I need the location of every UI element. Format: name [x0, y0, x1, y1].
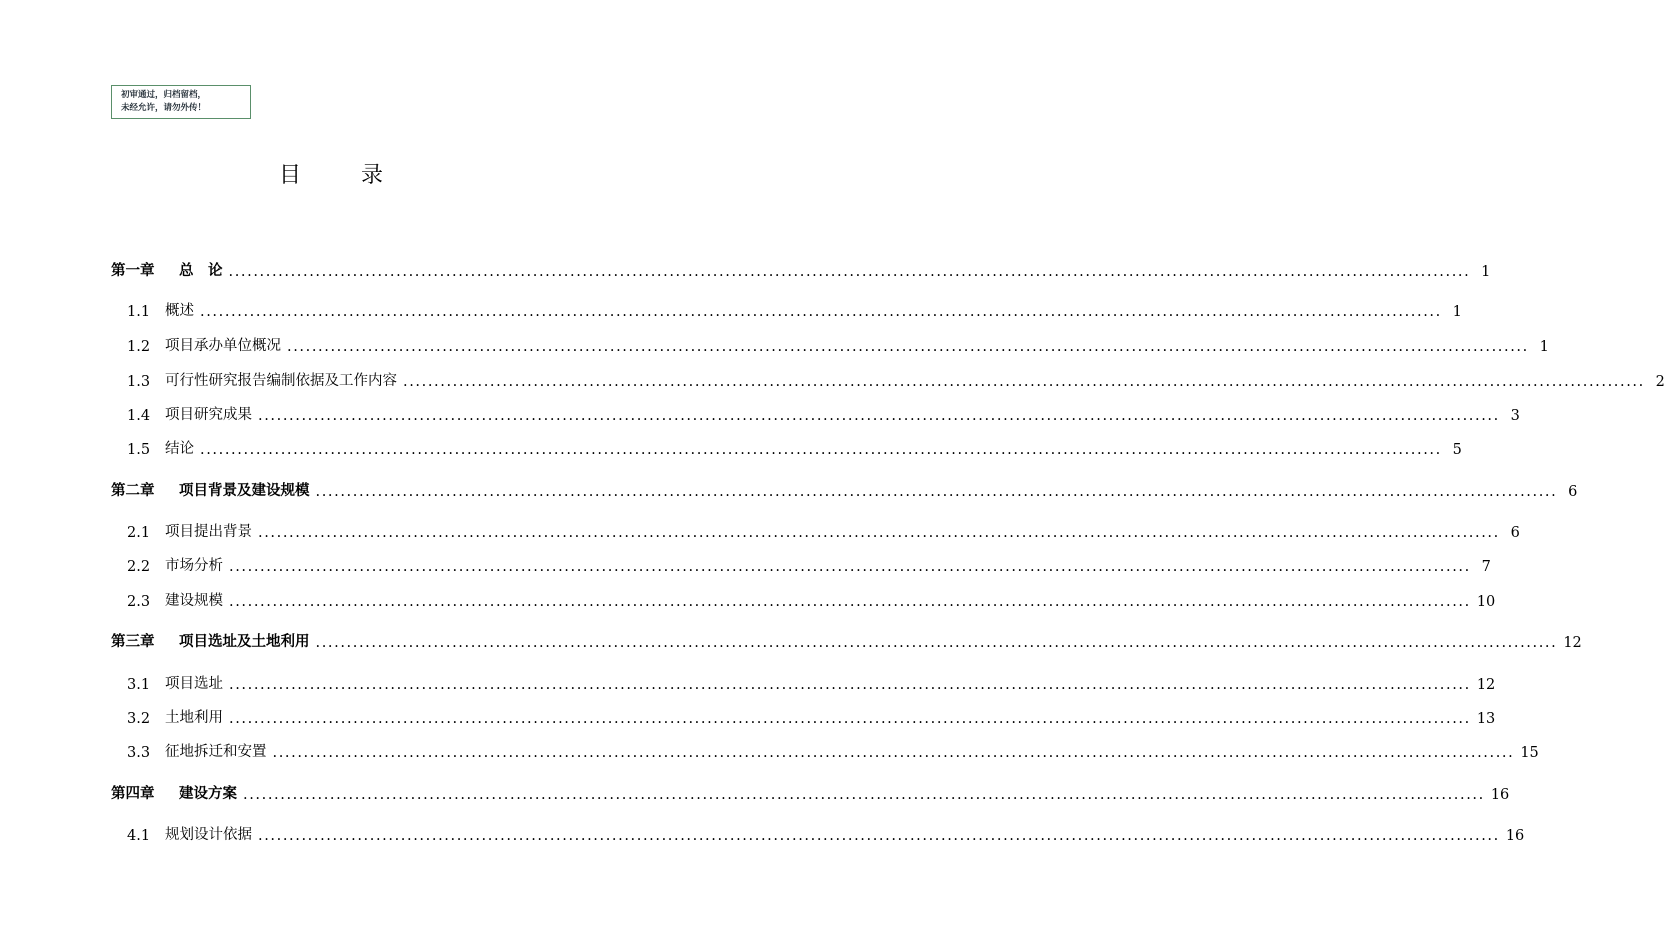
toc-page-number: 2 — [1655, 374, 1665, 390]
toc-leader-dots: ........................................................................................................................................................................................................ — [229, 677, 1471, 693]
toc-leader-dots: ........................................................................................................................................................................................................ — [272, 745, 1515, 761]
toc-entry-title: 项目研究成果 — [165, 407, 252, 423]
toc-leader-dots: ........................................................................................................................................................................................................ — [258, 525, 1500, 541]
toc-entry-number: 2.2 — [127, 559, 151, 575]
toc-entry-number: 第三章 — [111, 633, 155, 650]
toc-entry-title: 结论 — [165, 441, 194, 457]
toc-page-number: 16 — [1490, 787, 1510, 803]
toc-entry-title: 总 论 — [179, 262, 223, 279]
toc-page-number: 13 — [1476, 711, 1496, 727]
toc-entry-title: 项目背景及建设规模 — [179, 482, 310, 499]
toc-page-number: 5 — [1452, 442, 1462, 458]
toc-page-number: 6 — [1568, 484, 1578, 500]
toc-entry-number: 第四章 — [111, 785, 155, 802]
toc-entry-number: 1.4 — [127, 408, 151, 424]
stamp-line-2: 未经允许，请勿外传！ — [121, 103, 207, 113]
toc-entry-title: 规划设计依据 — [165, 827, 252, 843]
toc-entry-title: 概述 — [165, 303, 194, 319]
toc-section-entry[interactable] — [127, 436, 1462, 458]
toc-entry-number: 3.3 — [127, 745, 151, 761]
toc-page-number: 3 — [1510, 408, 1520, 424]
toc-section-entry[interactable] — [127, 588, 1496, 610]
toc-section-entry[interactable] — [127, 519, 1520, 541]
toc-entry-title: 项目承办单位概况 — [165, 338, 281, 354]
toc-entry-title: 项目选址及土地利用 — [179, 633, 310, 650]
toc-leader-dots: ........................................................................................................................................................................................................ — [229, 559, 1471, 575]
toc-entry-number: 4.1 — [127, 828, 151, 844]
toc-section-entry[interactable] — [127, 739, 1539, 761]
toc-leader-dots: ........................................................................................................................................................................................................ — [315, 484, 1558, 500]
toc-chapter-entry[interactable] — [111, 781, 1510, 803]
toc-entry-number: 2.1 — [127, 525, 151, 541]
toc-leader-dots: ........................................................................................................................................................................................................ — [403, 374, 1645, 390]
toc-page-number: 12 — [1476, 677, 1496, 693]
toc-page-number: 7 — [1481, 559, 1491, 575]
toc-entry-number: 1.1 — [127, 304, 151, 320]
toc-entry-number: 2.3 — [127, 594, 151, 610]
toc-entry-title: 市场分析 — [165, 558, 223, 574]
toc-section-entry[interactable] — [127, 822, 1525, 844]
toc-entry-number: 1.5 — [127, 442, 151, 458]
toc-leader-dots: ........................................................................................................................................................................................................ — [228, 264, 1471, 280]
toc-chapter-entry[interactable] — [111, 629, 1582, 651]
toc-page-number: 15 — [1520, 745, 1539, 761]
toc-section-entry[interactable] — [127, 402, 1520, 424]
toc-entry-number: 3.1 — [127, 677, 151, 693]
toc-chapter-entry[interactable] — [111, 258, 1491, 280]
stamp-line-1: 初审通过，归档留档， — [121, 90, 207, 100]
toc-leader-dots: ........................................................................................................................................................................................................ — [200, 442, 1442, 458]
toc-section-entry[interactable] — [127, 553, 1491, 575]
toc-entry-title: 可行性研究报告编制依据及工作内容 — [165, 373, 397, 389]
toc-leader-dots: ........................................................................................................................................................................................................ — [229, 711, 1471, 727]
toc-entry-title: 项目选址 — [165, 676, 223, 692]
toc-page-number: 10 — [1476, 594, 1496, 610]
toc-entry-title: 项目提出背景 — [165, 524, 252, 540]
toc-chapter-entry[interactable] — [111, 478, 1578, 500]
toc-section-entry[interactable] — [127, 671, 1496, 693]
toc-page-number: 6 — [1510, 525, 1520, 541]
page-title: 目录 — [278, 163, 443, 188]
toc-entry-number: 第一章 — [111, 262, 155, 279]
toc-page-number: 1 — [1452, 304, 1462, 320]
toc-entry-title: 土地利用 — [165, 710, 223, 726]
approval-stamp — [111, 85, 251, 119]
toc-entry-title: 征地拆迁和安置 — [165, 744, 267, 760]
toc-leader-dots: ........................................................................................................................................................................................................ — [200, 304, 1442, 320]
toc-section-entry[interactable] — [127, 705, 1496, 727]
toc-page-number: 16 — [1505, 828, 1525, 844]
toc-entry-number: 1.3 — [127, 374, 151, 390]
toc-page-number: 1 — [1481, 264, 1491, 280]
toc-leader-dots: ........................................................................................................................................................................................................ — [243, 787, 1485, 803]
toc-leader-dots: ........................................................................................................................................................................................................ — [229, 594, 1471, 610]
toc-page-number: 12 — [1563, 635, 1582, 651]
toc-section-entry[interactable] — [127, 298, 1462, 320]
toc-section-entry[interactable] — [127, 333, 1549, 355]
toc-leader-dots: ........................................................................................................................................................................................................ — [258, 828, 1500, 844]
toc-entry-title: 建设规模 — [165, 593, 223, 609]
toc-entry-number: 1.2 — [127, 339, 151, 355]
toc-leader-dots: ........................................................................................................................................................................................................ — [258, 408, 1500, 424]
toc-entry-number: 第二章 — [111, 482, 155, 499]
toc-leader-dots: ........................................................................................................................................................................................................ — [315, 635, 1558, 651]
toc-page-number: 1 — [1539, 339, 1549, 355]
toc-entry-title: 建设方案 — [179, 785, 237, 802]
toc-section-entry[interactable] — [127, 368, 1665, 390]
toc-leader-dots: ........................................................................................................................................................................................................ — [287, 339, 1529, 355]
toc-entry-number: 3.2 — [127, 711, 151, 727]
